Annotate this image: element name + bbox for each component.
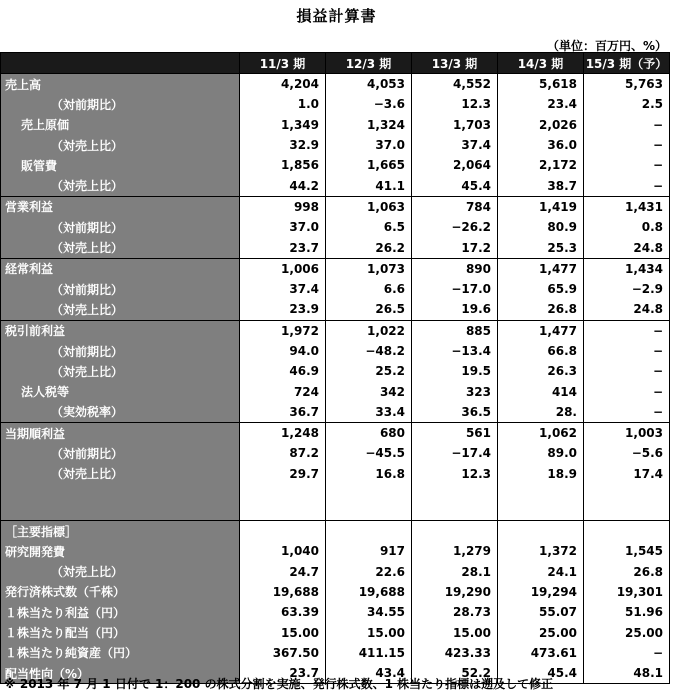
row-label: 発行済株式数（千株）: [1, 582, 240, 602]
row-label: （対売上比）: [1, 299, 240, 320]
value-cell: 24.8: [584, 237, 670, 258]
value-cell: −45.5: [326, 443, 412, 463]
value-cell: 45.4: [498, 663, 584, 684]
value-cell: 1,073: [326, 258, 412, 279]
value-cell: 36.7: [240, 402, 326, 423]
value-cell: 724: [240, 381, 326, 401]
value-cell: 19,294: [498, 582, 584, 602]
value-cell: 4,552: [412, 74, 498, 95]
income-statement-table: [0, 52, 670, 684]
value-cell: 25.00: [584, 622, 670, 642]
value-cell: 6.6: [326, 279, 412, 299]
value-cell: −: [584, 643, 670, 663]
value-cell: 26.2: [326, 237, 412, 258]
value-cell: 1.0: [240, 94, 326, 114]
value-cell: 25.00: [498, 622, 584, 642]
value-cell: −26.2: [412, 217, 498, 237]
value-cell: [498, 520, 584, 541]
value-cell: [412, 484, 498, 521]
value-cell: 1,040: [240, 541, 326, 561]
table-row: [1, 175, 670, 196]
value-cell: 342: [326, 381, 412, 401]
value-cell: 33.4: [326, 402, 412, 423]
value-cell: 2,172: [498, 155, 584, 175]
table-row: [1, 196, 670, 217]
value-cell: 29.7: [240, 464, 326, 484]
value-cell: 36.0: [498, 135, 584, 155]
table-row: [1, 602, 670, 622]
value-cell: 19,290: [412, 582, 498, 602]
value-cell: 4,204: [240, 74, 326, 95]
value-cell: 26.3: [498, 361, 584, 381]
value-cell: 15.00: [240, 622, 326, 642]
page-title: 損益計算書: [296, 7, 377, 25]
header-cell: [1, 53, 240, 74]
value-cell: 23.9: [240, 299, 326, 320]
value-cell: 19,301: [584, 582, 670, 602]
row-label: ［主要指標］: [1, 520, 240, 541]
value-cell: −: [584, 135, 670, 155]
value-cell: 17.2: [412, 237, 498, 258]
value-cell: 1,545: [584, 541, 670, 561]
value-cell: 28.73: [412, 602, 498, 622]
value-cell: 1,477: [498, 258, 584, 279]
value-cell: 19,688: [326, 582, 412, 602]
value-cell: −: [584, 381, 670, 401]
row-label: 税引前利益: [1, 320, 240, 341]
value-cell: 19.6: [412, 299, 498, 320]
value-cell: 1,279: [412, 541, 498, 561]
value-cell: 15.00: [412, 622, 498, 642]
value-cell: 367.50: [240, 643, 326, 663]
table-row: [1, 402, 670, 423]
table-row: [1, 237, 670, 258]
value-cell: 28.1: [412, 562, 498, 582]
header-row: [1, 53, 670, 74]
value-cell: 885: [412, 320, 498, 341]
value-cell: [412, 520, 498, 541]
row-label: （実効税率）: [1, 402, 240, 423]
value-cell: 41.1: [326, 175, 412, 196]
value-cell: 1,856: [240, 155, 326, 175]
value-cell: 80.9: [498, 217, 584, 237]
table-row: [1, 582, 670, 602]
value-cell: 561: [412, 423, 498, 444]
value-cell: [240, 484, 326, 521]
value-cell: 26.8: [498, 299, 584, 320]
row-label: （対売上比）: [1, 175, 240, 196]
header-cell: 13/3 期: [412, 53, 498, 74]
value-cell: −48.2: [326, 341, 412, 361]
value-cell: 23.4: [498, 94, 584, 114]
value-cell: [498, 484, 584, 521]
value-cell: 1,665: [326, 155, 412, 175]
value-cell: −2.9: [584, 279, 670, 299]
value-cell: 24.8: [584, 299, 670, 320]
table-row: [1, 520, 670, 541]
value-cell: 15.00: [326, 622, 412, 642]
table-row: [1, 423, 670, 444]
value-cell: 1,022: [326, 320, 412, 341]
table-row: [1, 320, 670, 341]
value-cell: 24.1: [498, 562, 584, 582]
value-cell: 1,434: [584, 258, 670, 279]
value-cell: 66.8: [498, 341, 584, 361]
value-cell: 24.7: [240, 562, 326, 582]
row-label: （対前期比）: [1, 443, 240, 463]
value-cell: 25.3: [498, 237, 584, 258]
value-cell: 1,972: [240, 320, 326, 341]
table-row: [1, 74, 670, 95]
value-cell: 12.3: [412, 94, 498, 114]
row-label: 法人税等: [1, 381, 240, 401]
value-cell: 1,349: [240, 115, 326, 135]
value-cell: 411.15: [326, 643, 412, 663]
value-cell: −: [584, 155, 670, 175]
value-cell: 5,618: [498, 74, 584, 95]
value-cell: 36.5: [412, 402, 498, 423]
value-cell: 890: [412, 258, 498, 279]
value-cell: 55.07: [498, 602, 584, 622]
value-cell: 19,688: [240, 582, 326, 602]
value-cell: 1,003: [584, 423, 670, 444]
row-label: （対売上比）: [1, 135, 240, 155]
value-cell: 17.4: [584, 464, 670, 484]
value-cell: 917: [326, 541, 412, 561]
table-row: [1, 341, 670, 361]
value-cell: 4,053: [326, 74, 412, 95]
value-cell: 37.0: [240, 217, 326, 237]
table-row: [1, 361, 670, 381]
value-cell: 26.8: [584, 562, 670, 582]
value-cell: [326, 520, 412, 541]
value-cell: [326, 484, 412, 521]
table-row: [1, 562, 670, 582]
value-cell: 28.: [498, 402, 584, 423]
value-cell: 51.96: [584, 602, 670, 622]
value-cell: 23.7: [240, 237, 326, 258]
value-cell: 19.5: [412, 361, 498, 381]
value-cell: 94.0: [240, 341, 326, 361]
row-label: （対売上比）: [1, 464, 240, 484]
row-label: （対前期比）: [1, 94, 240, 114]
value-cell: 26.5: [326, 299, 412, 320]
value-cell: 1,062: [498, 423, 584, 444]
table-row: [1, 541, 670, 561]
value-cell: 1,324: [326, 115, 412, 135]
value-cell: 89.0: [498, 443, 584, 463]
value-cell: 16.8: [326, 464, 412, 484]
value-cell: 1,063: [326, 196, 412, 217]
value-cell: −5.6: [584, 443, 670, 463]
header-cell: 12/3 期: [326, 53, 412, 74]
value-cell: 0.8: [584, 217, 670, 237]
value-cell: 1,703: [412, 115, 498, 135]
value-cell: 1,372: [498, 541, 584, 561]
value-cell: 25.2: [326, 361, 412, 381]
value-cell: 1,477: [498, 320, 584, 341]
table-row: [1, 299, 670, 320]
value-cell: 37.0: [326, 135, 412, 155]
value-cell: −: [584, 341, 670, 361]
value-cell: 23.7: [240, 663, 326, 684]
table-row: [1, 443, 670, 463]
table-row: [1, 115, 670, 135]
value-cell: 43.4: [326, 663, 412, 684]
value-cell: 38.7: [498, 175, 584, 196]
value-cell: 1,006: [240, 258, 326, 279]
value-cell: 34.55: [326, 602, 412, 622]
row-label: 販管費: [1, 155, 240, 175]
value-cell: 65.9: [498, 279, 584, 299]
value-cell: 998: [240, 196, 326, 217]
value-cell: [240, 520, 326, 541]
value-cell: 2,026: [498, 115, 584, 135]
value-cell: −: [584, 402, 670, 423]
value-cell: 52.2: [412, 663, 498, 684]
unit-label: （単位：百万円、%）: [546, 39, 667, 53]
value-cell: 12.3: [412, 464, 498, 484]
row-label: （対売上比）: [1, 237, 240, 258]
row-label: 研究開発費: [1, 541, 240, 561]
value-cell: 32.9: [240, 135, 326, 155]
table-row: [1, 94, 670, 114]
table-body: [1, 74, 670, 684]
row-label: （対前期比）: [1, 279, 240, 299]
value-cell: [584, 520, 670, 541]
row-label: １株当たり純資産（円）: [1, 643, 240, 663]
row-label: （対前期比）: [1, 217, 240, 237]
value-cell: −17.4: [412, 443, 498, 463]
value-cell: 1,419: [498, 196, 584, 217]
value-cell: 323: [412, 381, 498, 401]
row-label: （対売上比）: [1, 361, 240, 381]
table-row: [1, 258, 670, 279]
value-cell: −17.0: [412, 279, 498, 299]
table-row: [1, 643, 670, 663]
value-cell: 1,248: [240, 423, 326, 444]
value-cell: −: [584, 115, 670, 135]
value-cell: [584, 484, 670, 521]
value-cell: 6.5: [326, 217, 412, 237]
value-cell: 473.61: [498, 643, 584, 663]
header-cell: 14/3 期: [498, 53, 584, 74]
footnote: ※ 2013 年 7 月 1 日付で 1：200 の株式分割を実施、発行株式数、1 株当たり指標は遡及して修正: [4, 677, 554, 691]
value-cell: 87.2: [240, 443, 326, 463]
value-cell: 414: [498, 381, 584, 401]
value-cell: 18.9: [498, 464, 584, 484]
row-label: １株当たり利益（円）: [1, 602, 240, 622]
value-cell: 1,431: [584, 196, 670, 217]
value-cell: −3.6: [326, 94, 412, 114]
row-label: （対売上比）: [1, 562, 240, 582]
header-cell: 11/3 期: [240, 53, 326, 74]
table-row: [1, 381, 670, 401]
header-cell: 15/3 期（予）: [584, 53, 670, 74]
value-cell: −: [584, 175, 670, 196]
row-label: 営業利益: [1, 196, 240, 217]
value-cell: 784: [412, 196, 498, 217]
value-cell: 680: [326, 423, 412, 444]
value-cell: 63.39: [240, 602, 326, 622]
row-label: １株当たり配当（円）: [1, 622, 240, 642]
value-cell: 37.4: [412, 135, 498, 155]
row-label: 経常利益: [1, 258, 240, 279]
row-label: （対前期比）: [1, 341, 240, 361]
value-cell: 5,763: [584, 74, 670, 95]
value-cell: 46.9: [240, 361, 326, 381]
value-cell: −: [584, 320, 670, 341]
table-row: [1, 155, 670, 175]
table-row: [1, 279, 670, 299]
row-label: [1, 484, 240, 521]
value-cell: 37.4: [240, 279, 326, 299]
value-cell: 423.33: [412, 643, 498, 663]
table-row: [1, 464, 670, 484]
row-label: 売上高: [1, 74, 240, 95]
value-cell: 48.1: [584, 663, 670, 684]
value-cell: 22.6: [326, 562, 412, 582]
value-cell: 2,064: [412, 155, 498, 175]
value-cell: −13.4: [412, 341, 498, 361]
value-cell: 2.5: [584, 94, 670, 114]
row-label: 売上原価: [1, 115, 240, 135]
value-cell: 45.4: [412, 175, 498, 196]
value-cell: −: [584, 361, 670, 381]
row-label: 配当性向（%）: [1, 663, 240, 684]
row-label: 当期順利益: [1, 423, 240, 444]
table-row: [1, 217, 670, 237]
table-row: [1, 484, 670, 521]
table-row: [1, 622, 670, 642]
table-row: [1, 135, 670, 155]
value-cell: 44.2: [240, 175, 326, 196]
